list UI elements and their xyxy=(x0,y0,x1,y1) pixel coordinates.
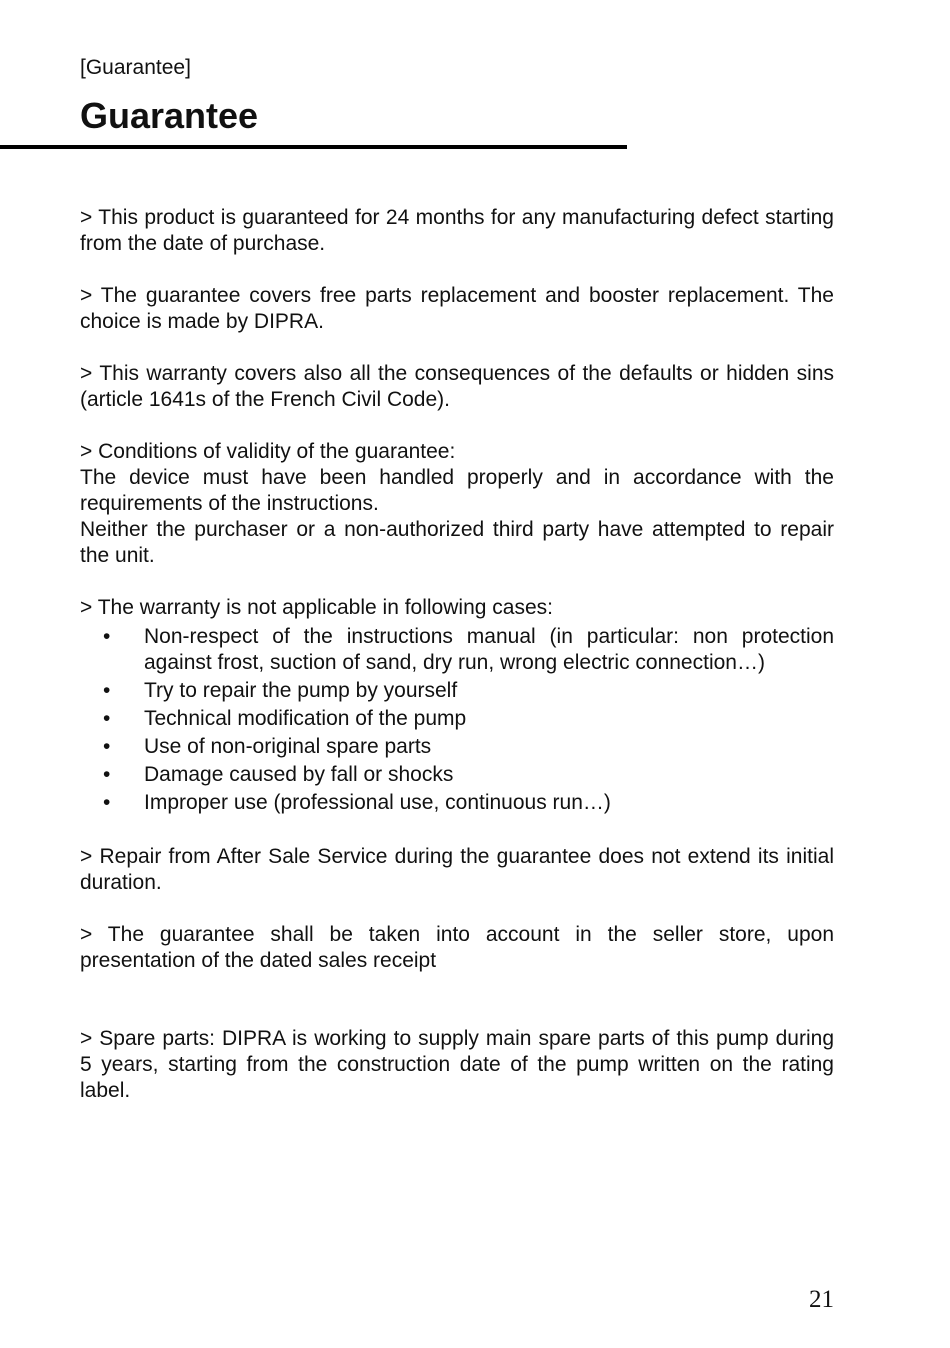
list-item: • Try to repair the pump by yourself xyxy=(103,679,458,702)
exclusions-list xyxy=(80,624,834,816)
list-item: • Non-respect of the instructions manual (in particular: non protection against frost, suction of sand, dry run, wrong electric connection…) xyxy=(103,625,834,674)
paragraph-coverage: > The guarantee covers free parts replacement and booster replacement. The choice is made by DIPRA. xyxy=(80,284,834,333)
paragraph-claim: > The guarantee shall be taken into account in the seller store, upon presentation of the dated sales receipt xyxy=(80,923,834,972)
list-item: • Use of non-original spare parts xyxy=(103,735,432,758)
page-number: 21 xyxy=(809,1286,834,1313)
exclusions-section xyxy=(80,595,834,816)
exclusions-intro: > The warranty is not applicable in following cases: xyxy=(80,596,553,619)
bullet-icon: • xyxy=(103,707,111,730)
list-item: • Damage caused by fall or shocks xyxy=(103,763,454,786)
bullet-icon: • xyxy=(103,763,111,786)
paragraph-duration: > This product is guaranteed for 24 months for any manufacturing defect starting from the date of purchase. xyxy=(80,206,834,255)
bullet-icon: • xyxy=(103,791,111,814)
conditions-intro: > Conditions of validity of the guarantee: xyxy=(80,440,456,463)
paragraph-repair: > Repair from After Sale Service during the guarantee does not extend its initial duration. xyxy=(80,845,834,894)
list-item: • Improper use (professional use, continuous run…) xyxy=(103,791,611,814)
title-underline-rule xyxy=(0,145,627,149)
guarantee-content xyxy=(80,205,834,1104)
bullet-icon: • xyxy=(103,735,111,758)
conditions-line-handling: The device must have been handled properly and in accordance with the requirements of the instructions. xyxy=(80,466,834,515)
bullet-icon: • xyxy=(103,679,111,702)
paragraph-spare-parts: > Spare parts: DIPRA is working to supply main spare parts of this pump during 5 years, starting from the construction date of the pump written on the rating label. xyxy=(80,1027,834,1102)
paragraph-consequences: > This warranty covers also all the consequences of the defaults or hidden sins (article 1641s of the French Civil Code). xyxy=(80,362,834,411)
running-header: [Guarantee] xyxy=(80,56,191,79)
conditions-section xyxy=(80,439,834,569)
list-item: • Technical modification of the pump xyxy=(103,707,467,730)
page-title: Guarantee xyxy=(80,95,259,136)
bullet-icon: • xyxy=(103,625,111,648)
conditions-line-repair-attempt: Neither the purchaser or a non-authorized third party have attempted to repair the unit. xyxy=(80,518,834,567)
